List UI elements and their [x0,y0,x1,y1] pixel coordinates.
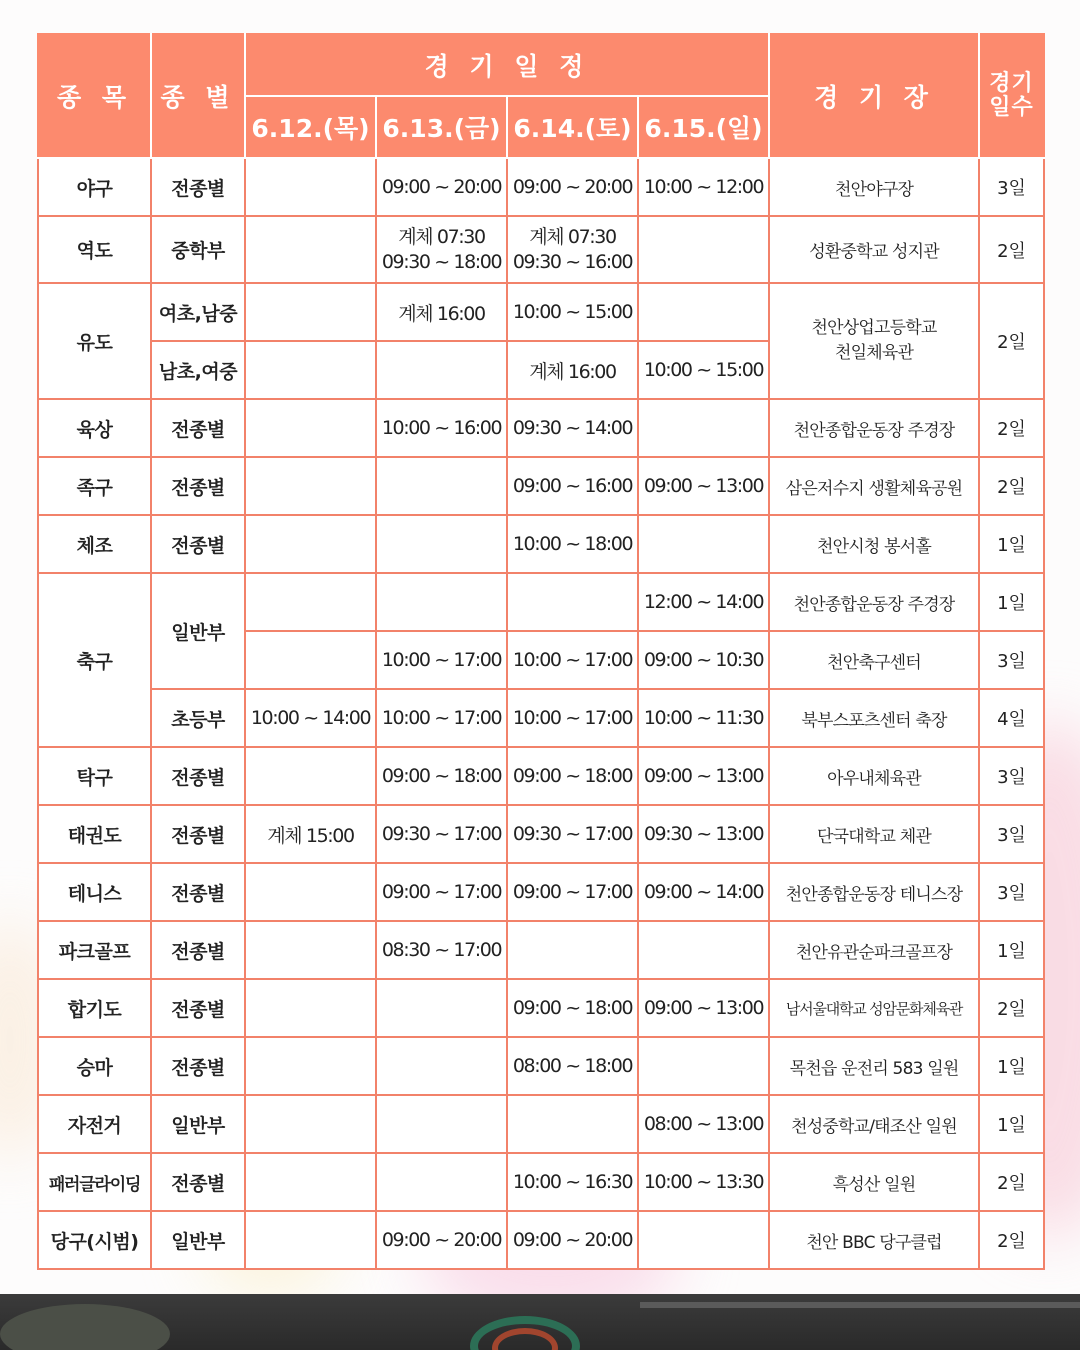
table-row [38,689,1044,747]
schedule-cell [245,283,376,341]
schedule-cell [376,979,507,1037]
venue-cell: 아우내체육관 [769,747,979,805]
table-header [38,34,1044,158]
header-days [979,34,1044,158]
schedule-cell [245,921,376,979]
days-cell: 4일 [979,689,1044,747]
schedule-cell: 10:00 ~ 17:00 [376,631,507,689]
schedule-cell: 계체 16:00 [507,341,638,399]
schedule-cell: 09:00 ~ 18:00 [376,747,507,805]
table-row [38,921,1044,979]
header-venue: 경 기 장 [769,34,979,158]
building-roof-shape [640,1302,1080,1308]
schedule-cell [638,399,769,457]
sport-cell: 체조 [38,515,151,573]
venue-cell: 천안종합운동장 테니스장 [769,863,979,921]
schedule-cell: 계체 15:00 [245,805,376,863]
schedule-cell [507,921,638,979]
schedule-cell [376,341,507,399]
table-row [38,1211,1044,1269]
sport-cell: 당구(시범) [38,1211,151,1269]
sport-cell: 승마 [38,1037,151,1095]
schedule-cell: 계체 16:00 [376,283,507,341]
venue-cell: 목천읍 운전리 583 일원 [769,1037,979,1095]
sport-cell: 테니스 [38,863,151,921]
schedule-cell: 08:00 ~ 18:00 [507,1037,638,1095]
schedule-cell [638,283,769,341]
table-row [38,979,1044,1037]
category-cell: 중학부 [151,216,245,283]
schedule-cell: 10:00 ~ 11:30 [638,689,769,747]
table-body [38,158,1044,1269]
venue-cell: 북부스포츠센터 축장 [769,689,979,747]
table-row [38,573,1044,631]
schedule-line: 계체 07:30 [398,225,485,248]
table-row [38,805,1044,863]
header-days-line2: 일수 [989,95,1034,120]
category-cell: 전종별 [151,158,245,216]
venue-line: 천일체육관 [834,343,914,363]
schedule-cell: 10:00 ~ 17:00 [507,631,638,689]
days-cell: 2일 [979,1211,1044,1269]
schedule-cell [245,515,376,573]
category-cell: 전종별 [151,805,245,863]
table-row [38,216,1044,283]
days-cell: 3일 [979,747,1044,805]
category-cell: 초등부 [151,689,245,747]
schedule-cell [376,1095,507,1153]
category-cell: 일반부 [151,1211,245,1269]
sport-cell: 역도 [38,216,151,283]
table-row [38,399,1044,457]
venue-cell: 천안축구센터 [769,631,979,689]
days-cell: 3일 [979,805,1044,863]
sport-cell: 태권도 [38,805,151,863]
days-cell: 3일 [979,631,1044,689]
schedule-cell [245,341,376,399]
schedule-cell [638,1211,769,1269]
category-cell: 남초,여중 [151,341,245,399]
sport-cell: 탁구 [38,747,151,805]
schedule-cell [245,1153,376,1211]
schedule-cell [638,216,769,283]
venue-cell: 천안야구장 [769,158,979,216]
schedule-cell [245,1211,376,1269]
sport-cell: 합기도 [38,979,151,1037]
table-row [38,1153,1044,1211]
stadium-photo-strip [0,1294,1080,1350]
venue-cell: 흑성산 일원 [769,1153,979,1211]
schedule-line: 계체 07:30 [529,225,616,248]
table-row [38,283,1044,341]
schedule-cell [376,573,507,631]
days-cell: 2일 [979,399,1044,457]
schedule-cell [638,921,769,979]
category-cell: 전종별 [151,1037,245,1095]
venue-cell: 남서울대학교 성암문화체육관 [769,979,979,1037]
days-cell: 3일 [979,863,1044,921]
days-cell: 1일 [979,921,1044,979]
schedule-cell: 09:00 ~ 16:00 [507,457,638,515]
schedule-cell: 10:00 ~ 15:00 [507,283,638,341]
header-date: 6.13.(금) [376,96,507,158]
schedule-cell: 12:00 ~ 14:00 [638,573,769,631]
venue-cell: 천성중학교/태조산 일원 [769,1095,979,1153]
schedule-cell: 09:00 ~ 20:00 [376,1211,507,1269]
days-cell: 2일 [979,216,1044,283]
category-cell: 전종별 [151,921,245,979]
table-row [38,457,1044,515]
schedule-cell [507,573,638,631]
schedule-cell [376,1153,507,1211]
days-cell: 3일 [979,158,1044,216]
venue-cell: 천안 BBC 당구클럽 [769,1211,979,1269]
venue-line: 천안상업고등학교 [811,318,937,338]
sport-cell: 야구 [38,158,151,216]
schedule-cell [376,216,507,283]
schedule-cell: 09:30 ~ 14:00 [507,399,638,457]
venue-cell: 성환중학교 성지관 [769,216,979,283]
category-cell: 일반부 [151,573,245,689]
schedule-cell: 09:00 ~ 13:00 [638,747,769,805]
header-date: 6.14.(토) [507,96,638,158]
schedule-line: 09:30 ~ 16:00 [512,250,633,273]
venue-cell: 삼은저수지 생활체육공원 [769,457,979,515]
schedule-cell [245,457,376,515]
category-cell: 전종별 [151,863,245,921]
schedule-line: 09:30 ~ 18:00 [381,250,502,273]
schedule-cell: 09:00 ~ 18:00 [507,979,638,1037]
schedule-cell [245,1037,376,1095]
schedule-cell [245,216,376,283]
schedule-cell [376,457,507,515]
schedule-cell: 10:00 ~ 17:00 [507,689,638,747]
schedule-cell: 09:00 ~ 20:00 [376,158,507,216]
schedule-cell: 09:00 ~ 20:00 [507,1211,638,1269]
sport-cell: 족구 [38,457,151,515]
schedule-cell [245,573,376,631]
venue-cell: 천안종합운동장 주경장 [769,573,979,631]
table-row [38,863,1044,921]
header-days-line1: 경기 [989,71,1034,96]
venue-cell: 천안유관순파크골프장 [769,921,979,979]
schedule-cell: 09:30 ~ 17:00 [507,805,638,863]
schedule-cell [245,1095,376,1153]
sport-cell: 패러글라이딩 [38,1153,151,1211]
schedule-cell [245,747,376,805]
schedule-cell: 10:00 ~ 18:00 [507,515,638,573]
venue-cell: 천안시청 봉서홀 [769,515,979,573]
schedule-cell [507,216,638,283]
schedule-cell [245,631,376,689]
schedule-cell: 10:00 ~ 13:30 [638,1153,769,1211]
days-cell: 1일 [979,1037,1044,1095]
days-cell: 1일 [979,515,1044,573]
category-cell: 전종별 [151,1153,245,1211]
schedule-table [37,33,1045,1270]
schedule-cell: 10:00 ~ 17:00 [376,689,507,747]
sport-cell: 자전거 [38,1095,151,1153]
header-date: 6.15.(일) [638,96,769,158]
header-category: 종 별 [151,34,245,158]
category-cell: 일반부 [151,1095,245,1153]
schedule-cell [507,1095,638,1153]
sport-cell: 축구 [38,573,151,747]
category-cell: 전종별 [151,457,245,515]
days-cell: 2일 [979,979,1044,1037]
table-row [38,515,1044,573]
schedule-cell: 09:30 ~ 17:00 [376,805,507,863]
venue-cell: 천안종합운동장 주경장 [769,399,979,457]
schedule-cell [376,515,507,573]
schedule-cell: 09:30 ~ 13:00 [638,805,769,863]
table-row [38,1037,1044,1095]
schedule-cell [245,863,376,921]
schedule-cell [638,1037,769,1095]
schedule-cell: 08:00 ~ 13:00 [638,1095,769,1153]
header-sport: 종 목 [38,34,151,158]
header-schedule: 경 기 일 정 [245,34,769,96]
table-row [38,747,1044,805]
schedule-cell [638,515,769,573]
days-cell: 1일 [979,1095,1044,1153]
schedule-cell: 09:00 ~ 18:00 [507,747,638,805]
schedule-cell: 09:00 ~ 10:30 [638,631,769,689]
schedule-cell: 10:00 ~ 15:00 [638,341,769,399]
schedule-cell [245,399,376,457]
sport-cell: 파크골프 [38,921,151,979]
venue-cell [769,283,979,399]
tree-shape [0,1304,170,1350]
header-date: 6.12.(목) [245,96,376,158]
schedule-cell: 09:00 ~ 13:00 [638,979,769,1037]
schedule-cell: 08:30 ~ 17:00 [376,921,507,979]
venue-cell: 단국대학교 체관 [769,805,979,863]
table-row [38,1095,1044,1153]
category-cell: 전종별 [151,979,245,1037]
category-cell: 전종별 [151,515,245,573]
days-cell: 2일 [979,457,1044,515]
schedule-cell: 09:00 ~ 13:00 [638,457,769,515]
schedule-cell: 10:00 ~ 12:00 [638,158,769,216]
category-cell: 전종별 [151,399,245,457]
schedule-cell: 09:00 ~ 20:00 [507,158,638,216]
category-cell: 전종별 [151,747,245,805]
schedule-cell: 10:00 ~ 16:30 [507,1153,638,1211]
days-cell: 2일 [979,283,1044,399]
days-cell: 2일 [979,1153,1044,1211]
days-cell: 1일 [979,573,1044,631]
schedule-cell: 09:00 ~ 17:00 [507,863,638,921]
table-row [38,158,1044,216]
schedule-cell [245,979,376,1037]
schedule-cell: 09:00 ~ 14:00 [638,863,769,921]
schedule-cell: 10:00 ~ 14:00 [245,689,376,747]
category-cell: 여초,남중 [151,283,245,341]
sport-cell: 유도 [38,283,151,399]
sport-cell: 육상 [38,399,151,457]
schedule-cell [245,158,376,216]
schedule-cell [376,1037,507,1095]
schedule-cell: 10:00 ~ 16:00 [376,399,507,457]
schedule-cell: 09:00 ~ 17:00 [376,863,507,921]
